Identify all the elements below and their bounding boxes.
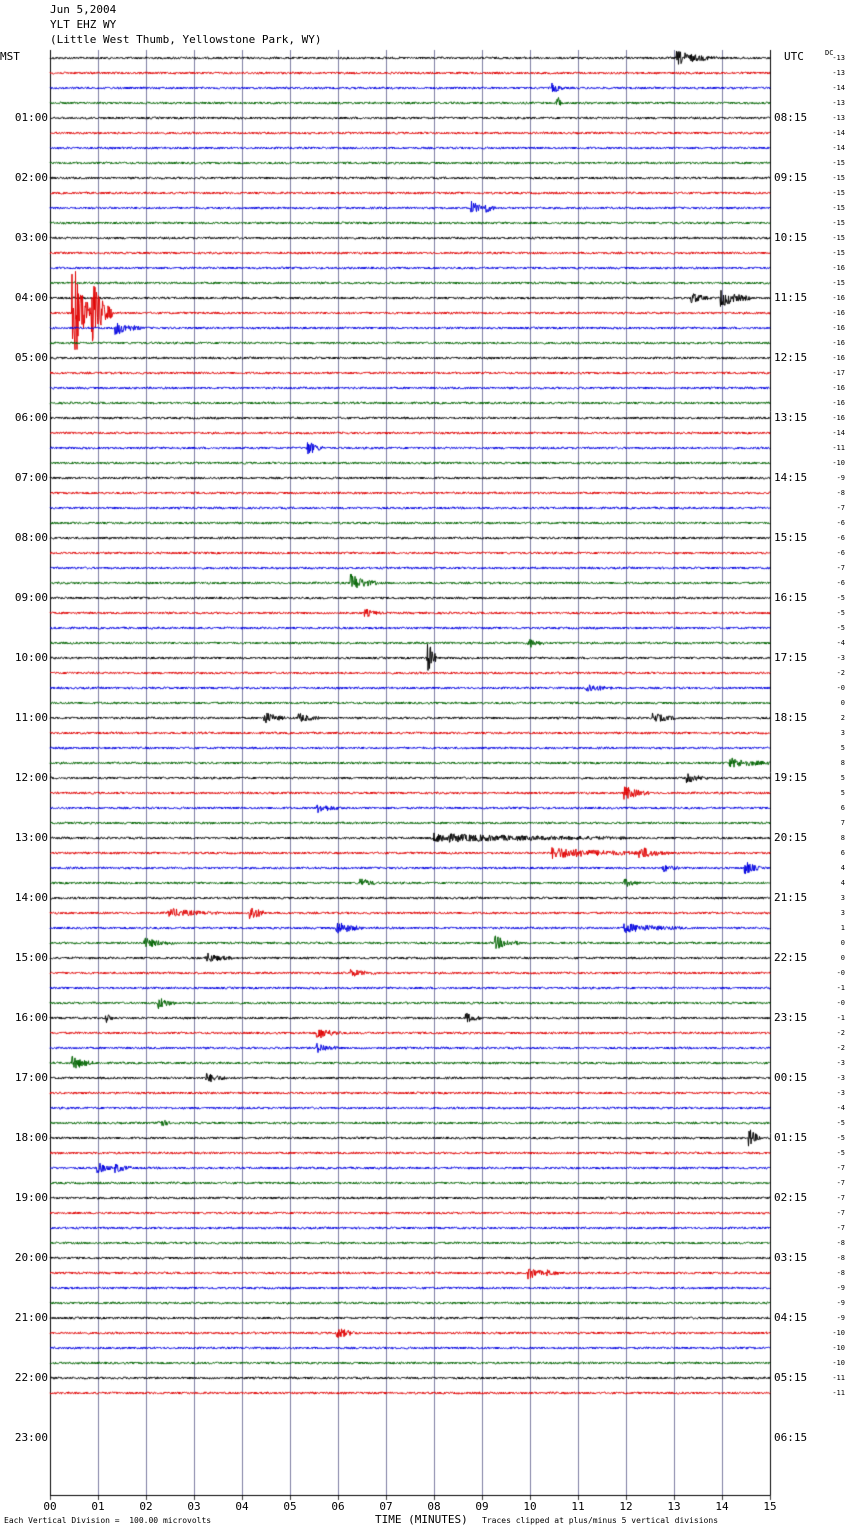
- x-tick-label: 06: [331, 1500, 345, 1513]
- x-tick-label: 05: [283, 1500, 297, 1513]
- right-hour-label: 06:15: [774, 1431, 808, 1444]
- left-hour-label: 22:00: [14, 1371, 48, 1384]
- right-hour-label: 02:15: [774, 1191, 808, 1204]
- right-hour-label: 14:15: [774, 471, 808, 484]
- right-hour-label: 09:15: [774, 171, 808, 184]
- dc-offset-value: -6: [836, 519, 845, 527]
- dc-offset-value: 3: [840, 729, 845, 737]
- dc-offset-value: -3: [836, 1059, 845, 1067]
- dc-offset-value: -2: [836, 1044, 845, 1052]
- x-tick-label: 02: [139, 1500, 153, 1513]
- dc-offset-value: -13: [832, 99, 845, 107]
- dc-offset-value: 5: [840, 774, 845, 782]
- dc-offset-value: -3: [836, 1074, 845, 1082]
- dc-offset-value: -7: [836, 1224, 845, 1232]
- dc-offset-value: -14: [832, 144, 845, 152]
- dc-offset-value: 6: [840, 849, 845, 857]
- left-hour-label: 07:00: [14, 471, 48, 484]
- right-hour-label: 19:15: [774, 771, 808, 784]
- dc-offset-value: -11: [832, 1374, 845, 1382]
- dc-offset-value: -0: [836, 969, 845, 977]
- right-hour-label: 16:15: [774, 591, 808, 604]
- dc-offset-value: -4: [836, 1104, 845, 1112]
- x-tick-label: 12: [619, 1500, 633, 1513]
- dc-offset-value: -14: [832, 429, 845, 437]
- left-hour-label: 08:00: [14, 531, 48, 544]
- left-hour-label: 03:00: [14, 231, 48, 244]
- station-code: YLT EHZ WY: [50, 18, 117, 31]
- dc-offset-value: -9: [836, 474, 845, 482]
- dc-offset-value: -16: [832, 384, 845, 392]
- dc-offset-value: -5: [836, 1149, 845, 1157]
- dc-offset-value: 4: [840, 879, 845, 887]
- right-timezone-label: UTC: [784, 50, 804, 63]
- left-timezone-label: MST: [0, 50, 20, 63]
- right-hour-label: 17:15: [774, 651, 808, 664]
- x-tick-label: 13: [667, 1500, 681, 1513]
- dc-offset-value: -16: [832, 414, 845, 422]
- dc-offset-value: -2: [836, 1029, 845, 1037]
- left-hour-label: 09:00: [14, 591, 48, 604]
- x-axis-title: TIME (MINUTES): [375, 1513, 468, 1526]
- dc-offset-value: 3: [840, 909, 845, 917]
- dc-offset-value: -15: [832, 279, 845, 287]
- dc-offset-value: -7: [836, 1164, 845, 1172]
- dc-offset-value: -9: [836, 1314, 845, 1322]
- dc-offset-value: -2: [836, 669, 845, 677]
- x-tick-label: 04: [235, 1500, 249, 1513]
- dc-offset-value: -4: [836, 639, 845, 647]
- dc-offset-value: 8: [840, 759, 845, 767]
- dc-offset-value: 7: [840, 819, 845, 827]
- left-hour-label: 02:00: [14, 171, 48, 184]
- right-hour-label: 00:15: [774, 1071, 808, 1084]
- x-tick-label: 03: [187, 1500, 201, 1513]
- right-hour-label: 23:15: [774, 1011, 808, 1024]
- clip-note: Traces clipped at plus/minus 5 vertical divisions: [482, 1516, 719, 1525]
- dc-offset-value: -14: [832, 84, 845, 92]
- dc-offset-value: -7: [836, 504, 845, 512]
- x-tick-label: 11: [571, 1500, 585, 1513]
- right-hour-label: 20:15: [774, 831, 808, 844]
- dc-offset-value: -7: [836, 1194, 845, 1202]
- dc-offset-value: -16: [832, 399, 845, 407]
- dc-offset-value: -0: [836, 999, 845, 1007]
- dc-offset-value: 0: [840, 954, 845, 962]
- right-hour-label: 01:15: [774, 1131, 808, 1144]
- scale-note: Each Vertical Division = 100.00 microvolts: [4, 1516, 212, 1525]
- left-hour-label: 12:00: [14, 771, 48, 784]
- x-tick-label: 09: [475, 1500, 489, 1513]
- left-hour-label: 05:00: [14, 351, 48, 364]
- left-hour-label: 13:00: [14, 831, 48, 844]
- dc-offset-value: -5: [836, 594, 845, 602]
- left-hour-label: 15:00: [14, 951, 48, 964]
- dc-offset-value: -9: [836, 1299, 845, 1307]
- right-hour-label: 13:15: [774, 411, 808, 424]
- dc-offset-value: -16: [832, 264, 845, 272]
- x-tick-label: 10: [523, 1500, 537, 1513]
- dc-offset-value: -13: [832, 69, 845, 77]
- dc-offset-value: 0: [840, 699, 845, 707]
- dc-offset-value: -16: [832, 354, 845, 362]
- x-tick-label: 14: [715, 1500, 729, 1513]
- dc-offset-value: -6: [836, 579, 845, 587]
- left-hour-label: 14:00: [14, 891, 48, 904]
- dc-offset-value: -16: [832, 309, 845, 317]
- left-hour-label: 20:00: [14, 1251, 48, 1264]
- dc-offset-value: -15: [832, 174, 845, 182]
- dc-offset-value: -16: [832, 324, 845, 332]
- x-tick-label: 15: [763, 1500, 777, 1513]
- dc-offset-value: 0: [840, 939, 845, 947]
- dc-offset-value: -13: [832, 54, 845, 62]
- dc-offset-value: 5: [840, 789, 845, 797]
- right-hour-label: 15:15: [774, 531, 808, 544]
- right-hour-label: 10:15: [774, 231, 808, 244]
- left-hour-label: 04:00: [14, 291, 48, 304]
- dc-offset-value: -5: [836, 609, 845, 617]
- dc-offset-value: 3: [840, 894, 845, 902]
- dc-offset-value: -6: [836, 549, 845, 557]
- dc-offset-value: 2: [840, 714, 845, 722]
- dc-offset-value: -0: [836, 684, 845, 692]
- dc-offset-value: -7: [836, 1179, 845, 1187]
- plot-date: Jun 5,2004: [50, 3, 117, 16]
- left-hour-label: 21:00: [14, 1311, 48, 1324]
- dc-offset-value: -11: [832, 1389, 845, 1397]
- dc-offset-value: -8: [836, 1269, 845, 1277]
- dc-offset-value: -15: [832, 159, 845, 167]
- dc-offset-value: -3: [836, 1089, 845, 1097]
- dc-offset-value: -14: [832, 129, 845, 137]
- dc-offset-value: -17: [832, 369, 845, 377]
- left-hour-label: 11:00: [14, 711, 48, 724]
- dc-offset-value: -6: [836, 534, 845, 542]
- dc-offset-value: -15: [832, 249, 845, 257]
- dc-offset-value: 4: [840, 864, 845, 872]
- left-hour-label: 18:00: [14, 1131, 48, 1144]
- dc-offset-value: 1: [840, 924, 845, 932]
- left-hour-label: 06:00: [14, 411, 48, 424]
- dc-offset-value: -15: [832, 204, 845, 212]
- dc-offset-value: 5: [840, 744, 845, 752]
- dc-offset-value: -11: [832, 444, 845, 452]
- dc-offset-value: -15: [832, 234, 845, 242]
- dc-offset-value: 8: [840, 834, 845, 842]
- dc-offset-value: -5: [836, 624, 845, 632]
- left-hour-label: 01:00: [14, 111, 48, 124]
- right-hour-label: 21:15: [774, 891, 808, 904]
- dc-offset-value: -15: [832, 219, 845, 227]
- right-hour-label: 18:15: [774, 711, 808, 724]
- right-hour-label: 22:15: [774, 951, 808, 964]
- right-hour-label: 08:15: [774, 111, 808, 124]
- dc-offset-value: -16: [832, 294, 845, 302]
- dc-offset-value: -7: [836, 564, 845, 572]
- dc-offset-value: -1: [836, 1014, 845, 1022]
- dc-offset-value: 6: [840, 804, 845, 812]
- dc-offset-value: -3: [836, 654, 845, 662]
- dc-offset-value: -1: [836, 984, 845, 992]
- dc-offset-header: DC: [825, 49, 834, 57]
- dc-offset-value: -13: [832, 114, 845, 122]
- x-tick-label: 00: [43, 1500, 57, 1513]
- dc-offset-value: -8: [836, 1254, 845, 1262]
- left-hour-label: 10:00: [14, 651, 48, 664]
- left-hour-label: 23:00: [14, 1431, 48, 1444]
- x-tick-label: 01: [91, 1500, 105, 1513]
- x-tick-label: 07: [379, 1500, 393, 1513]
- dc-offset-value: -7: [836, 1209, 845, 1217]
- dc-offset-value: -10: [832, 1329, 845, 1337]
- dc-offset-value: -9: [836, 1284, 845, 1292]
- dc-offset-value: -5: [836, 1119, 845, 1127]
- left-hour-label: 17:00: [14, 1071, 48, 1084]
- dc-offset-value: -5: [836, 1134, 845, 1142]
- dc-offset-value: -8: [836, 489, 845, 497]
- right-hour-label: 11:15: [774, 291, 808, 304]
- x-tick-label: 08: [427, 1500, 441, 1513]
- left-hour-label: 16:00: [14, 1011, 48, 1024]
- dc-offset-value: -16: [832, 339, 845, 347]
- dc-offset-value: -15: [832, 189, 845, 197]
- left-hour-label: 19:00: [14, 1191, 48, 1204]
- dc-offset-value: -10: [832, 1359, 845, 1367]
- dc-offset-value: -10: [832, 459, 845, 467]
- right-hour-label: 05:15: [774, 1371, 808, 1384]
- dc-offset-value: -8: [836, 1239, 845, 1247]
- right-hour-label: 03:15: [774, 1251, 808, 1264]
- right-hour-label: 12:15: [774, 351, 808, 364]
- dc-offset-value: -10: [832, 1344, 845, 1352]
- station-location: (Little West Thumb, Yellowstone Park, WY): [50, 33, 322, 46]
- right-hour-label: 04:15: [774, 1311, 808, 1324]
